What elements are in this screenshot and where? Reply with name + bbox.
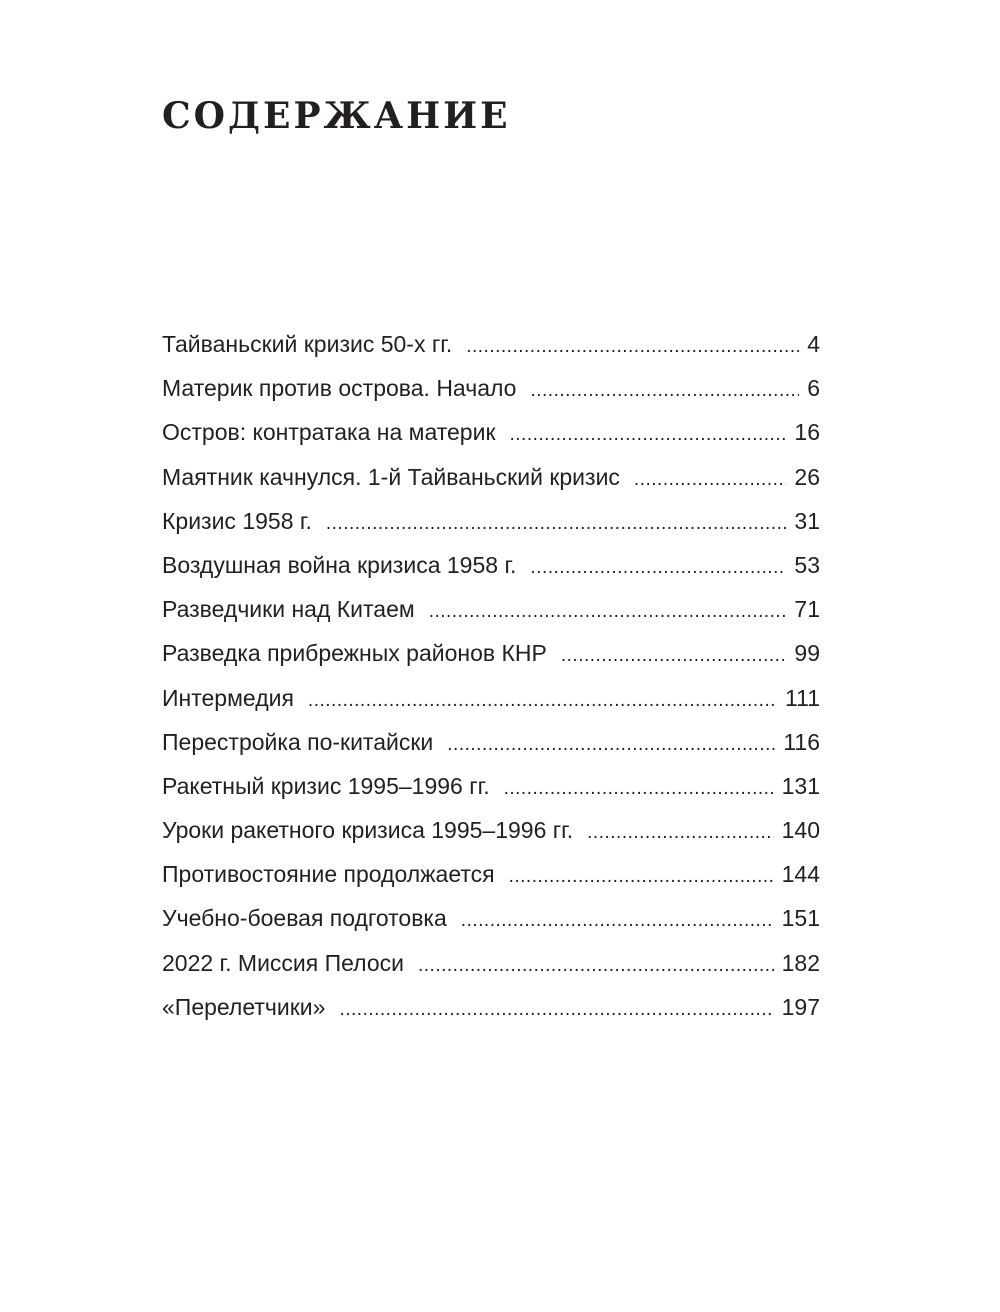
toc-entry-title: «Перелетчики» xyxy=(162,993,326,1020)
toc-entry[interactable] xyxy=(162,676,820,720)
toc-entry[interactable] xyxy=(162,764,820,808)
toc-entry[interactable] xyxy=(162,941,820,985)
toc-entry-page: 140 xyxy=(781,817,820,844)
toc-entry[interactable] xyxy=(162,499,820,543)
toc-entry-page: 197 xyxy=(781,993,820,1020)
toc-dot-leader xyxy=(509,855,774,899)
toc-entry-title: Материк против острова. Начало xyxy=(162,375,517,402)
toc-dot-leader xyxy=(339,988,773,1032)
toc-entry-title: Воздушная война кризиса 1958 г. xyxy=(162,551,517,578)
toc-entry[interactable] xyxy=(162,366,820,410)
toc-dot-leader xyxy=(530,546,786,590)
toc-entry-title: Уроки ракетного кризиса 1995–1996 гг. xyxy=(162,817,574,844)
toc-entry[interactable] xyxy=(162,896,820,940)
toc-entry[interactable] xyxy=(162,455,820,499)
toc-dot-leader xyxy=(447,723,775,767)
toc-entry[interactable] xyxy=(162,720,820,764)
toc-entry-page: 99 xyxy=(794,640,820,667)
toc-dot-leader xyxy=(530,369,799,413)
toc-dot-leader xyxy=(461,899,774,943)
toc-entry-page: 16 xyxy=(794,419,820,446)
toc-entry[interactable] xyxy=(162,543,820,587)
toc-entry-page: 31 xyxy=(794,507,820,534)
toc-entry[interactable] xyxy=(162,587,820,631)
toc-dot-leader xyxy=(429,590,787,634)
toc-entry[interactable] xyxy=(162,631,820,675)
toc-entry[interactable] xyxy=(162,410,820,454)
toc-entry[interactable] xyxy=(162,852,820,896)
toc-entry[interactable] xyxy=(162,322,820,366)
table-of-contents xyxy=(162,322,820,1029)
toc-entry-title: Разведка прибрежных районов КНР xyxy=(162,640,547,667)
toc-entry-title: Ракетный кризис 1995–1996 гг. xyxy=(162,772,490,799)
toc-dot-leader xyxy=(466,325,799,369)
toc-dot-leader xyxy=(308,679,777,723)
toc-entry-title: Разведчики над Китаем xyxy=(162,596,415,623)
toc-entry-page: 6 xyxy=(807,375,820,402)
page-title: СОДЕРЖАНИЕ xyxy=(162,95,511,137)
toc-entry-page: 144 xyxy=(781,861,820,888)
toc-entry-title: Противостояние продолжается xyxy=(162,861,495,888)
toc-entry-page: 151 xyxy=(781,905,820,932)
toc-dot-leader xyxy=(326,502,787,546)
toc-entry-title: Кризис 1958 г. xyxy=(162,507,312,534)
toc-entry-page: 26 xyxy=(794,463,820,490)
toc-entry-page: 131 xyxy=(781,772,820,799)
toc-entry-title: Интермедия xyxy=(162,684,294,711)
toc-entry-page: 53 xyxy=(794,551,820,578)
toc-dot-leader xyxy=(504,767,774,811)
toc-entry-page: 111 xyxy=(785,684,820,711)
toc-dot-leader xyxy=(587,811,773,855)
toc-dot-leader xyxy=(510,413,787,457)
toc-entry-title: Тайваньский кризис 50-х гг. xyxy=(162,331,453,357)
toc-entry-page: 116 xyxy=(783,728,820,755)
toc-entry-page: 71 xyxy=(794,596,820,623)
toc-entry-title: Перестройка по-китайски xyxy=(162,728,434,755)
toc-entry[interactable] xyxy=(162,985,820,1029)
toc-entry-title: 2022 г. Миссия Пелоси xyxy=(162,949,404,976)
toc-entry-page: 4 xyxy=(807,331,820,357)
toc-dot-leader xyxy=(634,458,786,502)
toc-entry-title: Маятник качнулся. 1-й Тайваньский кризис xyxy=(162,463,620,490)
toc-entry-page: 182 xyxy=(781,949,820,976)
toc-dot-leader xyxy=(561,634,787,678)
toc-entry-title: Остров: контратака на материк xyxy=(162,419,496,446)
toc-entry-title: Учебно-боевая подготовка xyxy=(162,905,447,932)
toc-entry[interactable] xyxy=(162,808,820,852)
toc-dot-leader xyxy=(418,944,774,988)
